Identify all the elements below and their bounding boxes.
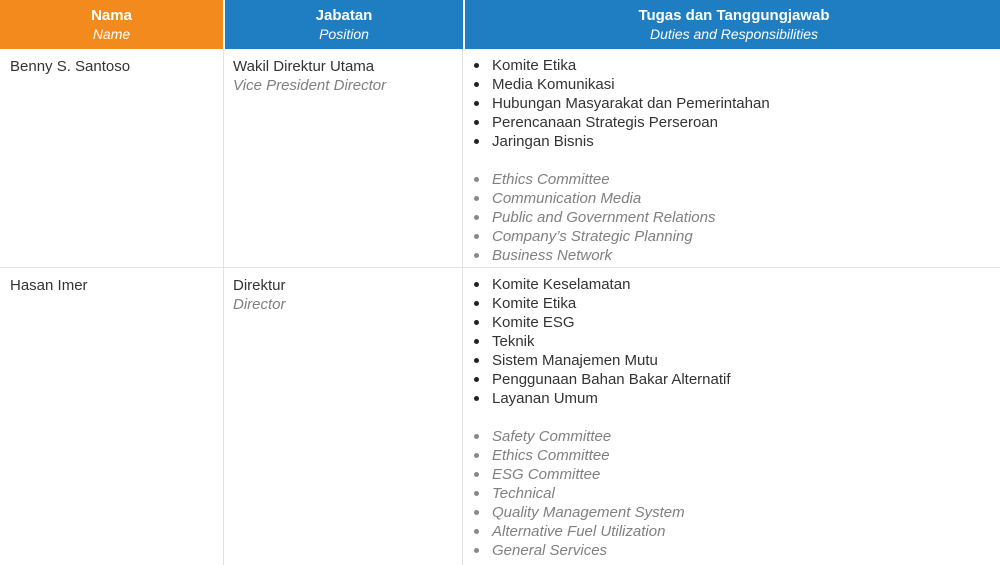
duty-text: Communication Media bbox=[492, 190, 642, 207]
header-name-label: Nama bbox=[91, 7, 132, 24]
duty-item bbox=[473, 503, 1000, 522]
duty-text: Company’s Strategic Planning bbox=[492, 228, 693, 245]
duty-text: Komite Keselamatan bbox=[492, 276, 631, 293]
duty-item bbox=[473, 75, 1000, 94]
bullet-icon bbox=[474, 396, 479, 401]
bullet-icon bbox=[474, 529, 479, 534]
bullet-icon bbox=[474, 101, 479, 106]
bullet-icon bbox=[474, 196, 479, 201]
bullet-icon bbox=[474, 63, 479, 68]
duty-item bbox=[473, 227, 1000, 246]
duty-item bbox=[473, 370, 1000, 389]
bullet-icon bbox=[474, 177, 479, 182]
table-header bbox=[0, 0, 1000, 49]
duties-en-list bbox=[473, 427, 1000, 560]
duty-item bbox=[473, 427, 1000, 446]
duty-item bbox=[473, 351, 1000, 370]
position-id: Direktur bbox=[233, 277, 286, 294]
header-duties-sub: Duties and Responsibilities bbox=[649, 26, 819, 42]
duty-item bbox=[473, 332, 1000, 351]
bullet-icon bbox=[474, 82, 479, 87]
duties-id-list bbox=[473, 275, 1000, 408]
duty-item bbox=[473, 56, 1000, 75]
bullet-icon bbox=[474, 253, 479, 258]
bullet-icon bbox=[474, 320, 479, 325]
duty-item bbox=[473, 541, 1000, 560]
position-en: Director bbox=[233, 296, 286, 313]
duty-item bbox=[473, 275, 1000, 294]
duty-item bbox=[473, 294, 1000, 313]
cell-position bbox=[224, 268, 463, 565]
duty-item bbox=[473, 113, 1000, 132]
duty-text: Komite Etika bbox=[492, 57, 577, 74]
duty-text: General Services bbox=[492, 542, 608, 559]
header-duties bbox=[465, 0, 1000, 49]
duty-item bbox=[473, 189, 1000, 208]
header-position bbox=[225, 0, 463, 49]
bullet-icon bbox=[474, 491, 479, 496]
position-id: Wakil Direktur Utama bbox=[233, 58, 375, 75]
duty-item bbox=[473, 465, 1000, 484]
director-name: Hasan Imer bbox=[10, 277, 88, 294]
bullet-icon bbox=[474, 510, 479, 515]
duty-item bbox=[473, 132, 1000, 151]
bullet-icon bbox=[474, 434, 479, 439]
duty-text: Komite ESG bbox=[492, 314, 575, 331]
bullet-icon bbox=[474, 120, 479, 125]
table-row bbox=[0, 268, 1000, 565]
duty-item bbox=[473, 246, 1000, 265]
duty-text: ESG Committee bbox=[492, 466, 601, 483]
director-name: Benny S. Santoso bbox=[10, 58, 131, 75]
duty-text: Media Komunikasi bbox=[492, 76, 615, 93]
position-en: Vice President Director bbox=[233, 77, 387, 94]
bullet-icon bbox=[474, 215, 479, 220]
duty-text: Layanan Umum bbox=[492, 390, 598, 407]
header-duties-label: Tugas dan Tanggungjawab bbox=[638, 7, 830, 24]
duty-text: Safety Committee bbox=[492, 428, 612, 445]
bullet-icon bbox=[474, 453, 479, 458]
duty-text: Technical bbox=[492, 485, 555, 502]
duties-en-list bbox=[473, 170, 1000, 265]
duty-text: Public and Government Relations bbox=[492, 209, 716, 226]
duty-text: Perencanaan Strategis Perseroan bbox=[492, 114, 718, 131]
cell-name bbox=[0, 268, 224, 565]
duty-text: Sistem Manajemen Mutu bbox=[492, 352, 658, 369]
bullet-icon bbox=[474, 339, 479, 344]
bullet-icon bbox=[474, 358, 479, 363]
duties-id-list bbox=[473, 56, 1000, 151]
header-name-sub: Name bbox=[92, 26, 131, 42]
header-position-sub: Position bbox=[319, 26, 369, 42]
duty-text: Teknik bbox=[492, 333, 535, 350]
bullet-icon bbox=[474, 472, 479, 477]
duty-text: Ethics Committee bbox=[492, 447, 610, 464]
duty-item bbox=[473, 484, 1000, 503]
bullet-icon bbox=[474, 139, 479, 144]
cell-name bbox=[0, 49, 224, 267]
duty-text: Business Network bbox=[492, 247, 613, 264]
duty-text: Alternative Fuel Utilization bbox=[492, 523, 666, 540]
duty-item bbox=[473, 522, 1000, 541]
duty-text: Hubungan Masyarakat dan Pemerintahan bbox=[492, 95, 770, 112]
cell-duties bbox=[463, 49, 1000, 267]
duty-text: Jaringan Bisnis bbox=[492, 133, 594, 150]
duty-item bbox=[473, 170, 1000, 189]
bullet-icon bbox=[474, 301, 479, 306]
bullet-icon bbox=[474, 377, 479, 382]
duty-item bbox=[473, 94, 1000, 113]
header-name bbox=[0, 0, 223, 49]
duty-text: Penggunaan Bahan Bakar Alternatif bbox=[492, 371, 731, 388]
duty-text: Quality Management System bbox=[492, 504, 685, 521]
cell-position bbox=[224, 49, 463, 267]
header-position-label: Jabatan bbox=[315, 7, 373, 24]
bullet-icon bbox=[474, 548, 479, 553]
bullet-icon bbox=[474, 234, 479, 239]
duty-text: Ethics Committee bbox=[492, 171, 610, 188]
duty-item bbox=[473, 446, 1000, 465]
duty-item bbox=[473, 313, 1000, 332]
bullet-icon bbox=[474, 282, 479, 287]
table-row bbox=[0, 49, 1000, 268]
duty-text: Komite Etika bbox=[492, 295, 577, 312]
duty-item bbox=[473, 389, 1000, 408]
duty-item bbox=[473, 208, 1000, 227]
cell-duties bbox=[463, 268, 1000, 565]
